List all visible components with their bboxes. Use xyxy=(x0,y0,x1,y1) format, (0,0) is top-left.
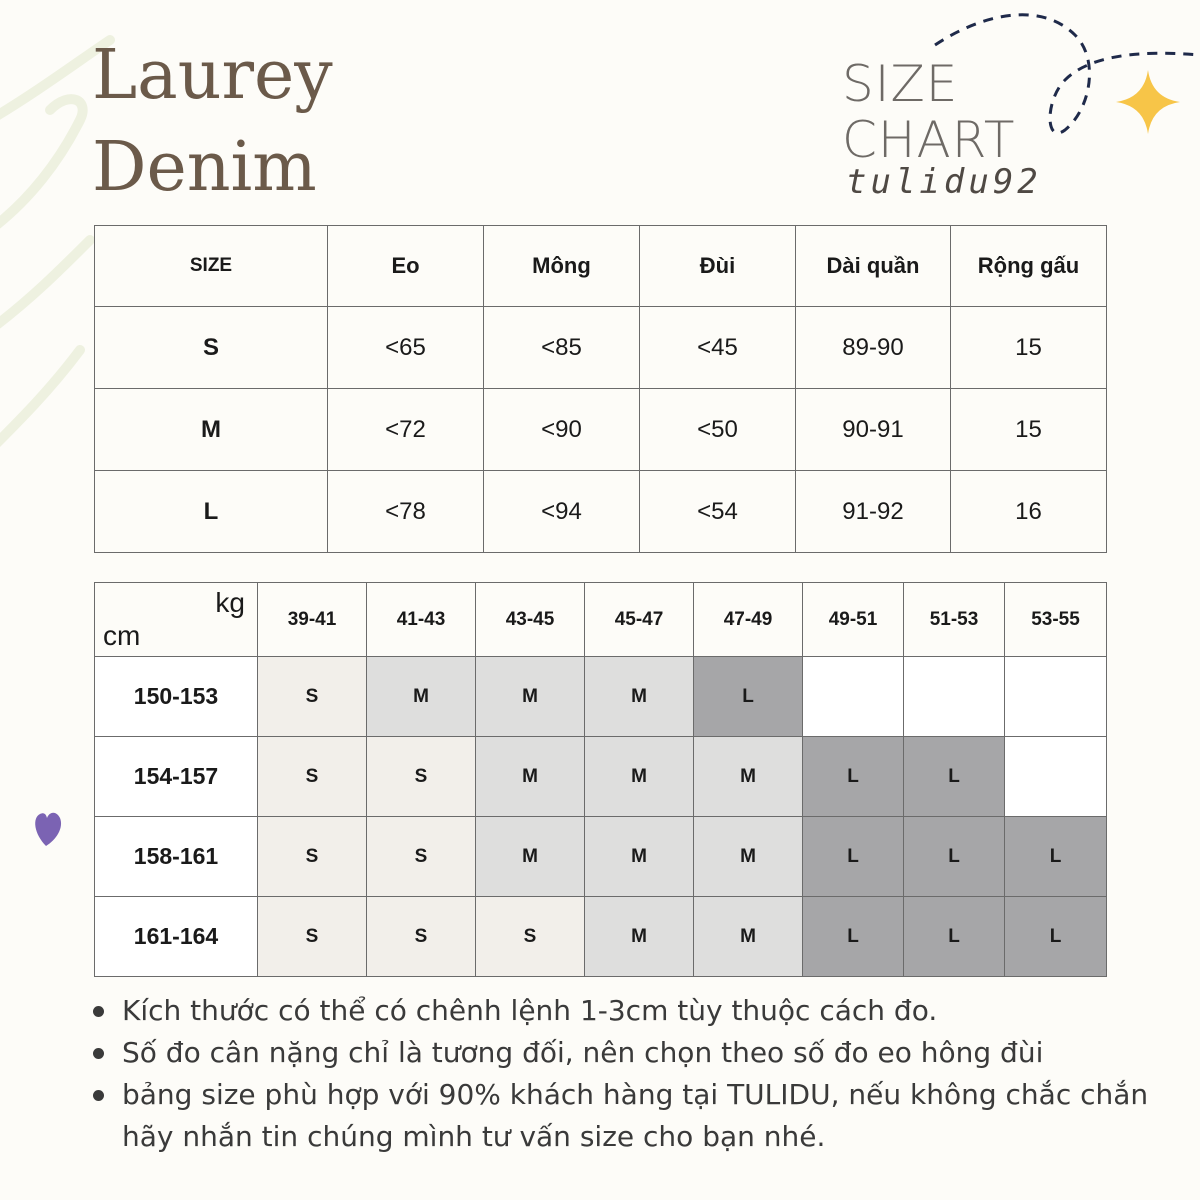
size-recommendation-cell: M xyxy=(585,657,694,737)
weight-header-cell: 51-53 xyxy=(904,583,1005,657)
table-row xyxy=(95,389,1107,471)
size-recommendation-cell: M xyxy=(585,817,694,897)
size-chart-heading xyxy=(842,56,1015,168)
size-recommendation-cell: S xyxy=(476,897,585,977)
header-waist: Eo xyxy=(328,226,484,307)
thigh-cell: <50 xyxy=(640,389,796,471)
weight-header-cell: 49-51 xyxy=(803,583,904,657)
size-recommendation-cell: M xyxy=(694,897,803,977)
size-cell: S xyxy=(95,307,328,389)
size-recommendation-cell: L xyxy=(1005,817,1107,897)
size-recommendation-cell: M xyxy=(694,737,803,817)
size-recommendation-cell: M xyxy=(585,737,694,817)
table-row xyxy=(95,737,1107,817)
hem-width-cell: 16 xyxy=(951,471,1107,553)
size-recommendation-cell: M xyxy=(367,657,476,737)
hip-cell: <94 xyxy=(484,471,640,553)
size-table-header-row xyxy=(95,226,1107,307)
size-recommendation-cell: L xyxy=(803,817,904,897)
table-row xyxy=(95,817,1107,897)
size-recommendation-cell xyxy=(904,657,1005,737)
size-measurement-table xyxy=(94,225,1107,553)
size-recommendation-cell xyxy=(803,657,904,737)
product-title xyxy=(92,30,333,214)
table-row xyxy=(95,657,1107,737)
header-thigh: Đùi xyxy=(640,226,796,307)
header-size: SIZE xyxy=(95,226,328,307)
corner-header xyxy=(95,583,258,657)
weight-table-body xyxy=(95,657,1107,977)
weight-header-cell: 45-47 xyxy=(585,583,694,657)
weight-unit-label: kg xyxy=(215,587,245,618)
length-cell: 90-91 xyxy=(796,389,951,471)
height-label: 150-153 xyxy=(95,657,258,737)
size-recommendation-cell: L xyxy=(694,657,803,737)
length-cell: 91-92 xyxy=(796,471,951,553)
height-label: 154-157 xyxy=(95,737,258,817)
hem-width-cell: 15 xyxy=(951,389,1107,471)
size-recommendation-cell: S xyxy=(258,817,367,897)
thigh-cell: <54 xyxy=(640,471,796,553)
weight-header-cell: 47-49 xyxy=(694,583,803,657)
height-weight-size-table xyxy=(94,582,1107,977)
length-cell: 89-90 xyxy=(796,307,951,389)
weight-header-cell: 43-45 xyxy=(476,583,585,657)
weight-header-cell: 39-41 xyxy=(258,583,367,657)
size-chart-line-2: CHART xyxy=(842,111,1016,169)
size-recommendation-cell: S xyxy=(367,897,476,977)
title-line-1: Laurey xyxy=(92,36,333,115)
height-label: 161-164 xyxy=(95,897,258,977)
header-hem-width: Rộng gấu xyxy=(951,226,1107,307)
size-cell: M xyxy=(95,389,328,471)
weight-header-cell: 41-43 xyxy=(367,583,476,657)
size-recommendation-cell: L xyxy=(1005,897,1107,977)
size-recommendation-cell: M xyxy=(694,817,803,897)
size-recommendation-cell: L xyxy=(904,737,1005,817)
size-recommendation-cell: S xyxy=(258,737,367,817)
size-recommendation-cell: L xyxy=(803,737,904,817)
size-recommendation-cell: M xyxy=(476,737,585,817)
size-recommendation-cell: S xyxy=(258,897,367,977)
size-recommendation-cell: M xyxy=(476,657,585,737)
size-recommendation-cell: M xyxy=(476,817,585,897)
weight-header-row xyxy=(95,583,1107,657)
title-line-2: Denim xyxy=(92,128,317,207)
table-row xyxy=(95,471,1107,553)
note-item: Kích thước có thể có chênh lệnh 1-3cm tùy thuộc cách đo. xyxy=(92,990,1192,1032)
heart-icon xyxy=(35,813,61,846)
sparkle-icon xyxy=(1116,70,1180,134)
size-recommendation-cell: S xyxy=(367,737,476,817)
hip-cell: <85 xyxy=(484,307,640,389)
size-cell: L xyxy=(95,471,328,553)
thigh-cell: <45 xyxy=(640,307,796,389)
size-recommendation-cell: L xyxy=(904,897,1005,977)
size-recommendation-cell: S xyxy=(367,817,476,897)
weight-header-cell: 53-55 xyxy=(1005,583,1107,657)
waist-cell: <72 xyxy=(328,389,484,471)
note-item: Số đo cân nặng chỉ là tương đối, nên chọn theo số đo eo hông đùi xyxy=(92,1032,1192,1074)
size-recommendation-cell: S xyxy=(258,657,367,737)
header-hip: Mông xyxy=(484,226,640,307)
note-item: bảng size phù hợp với 90% khách hàng tại TULIDU, nếu không chắc chắn hãy nhắn tin chúng mình tư vấn size cho bạn nhé. xyxy=(92,1074,1192,1158)
size-recommendation-cell xyxy=(1005,657,1107,737)
size-recommendation-cell: L xyxy=(803,897,904,977)
height-unit-label: cm xyxy=(103,620,141,651)
hip-cell: <90 xyxy=(484,389,640,471)
size-chart-line-1: SIZE xyxy=(842,55,959,113)
table-row xyxy=(95,897,1107,977)
table-row xyxy=(95,307,1107,389)
waist-cell: <78 xyxy=(328,471,484,553)
size-recommendation-cell: M xyxy=(585,897,694,977)
shop-tag: tulidu92 xyxy=(846,162,1042,202)
height-label: 158-161 xyxy=(95,817,258,897)
hem-width-cell: 15 xyxy=(951,307,1107,389)
size-recommendation-cell xyxy=(1005,737,1107,817)
waist-cell: <65 xyxy=(328,307,484,389)
notes-list xyxy=(92,990,1192,1158)
size-recommendation-cell: L xyxy=(904,817,1005,897)
header-length: Dài quần xyxy=(796,226,951,307)
